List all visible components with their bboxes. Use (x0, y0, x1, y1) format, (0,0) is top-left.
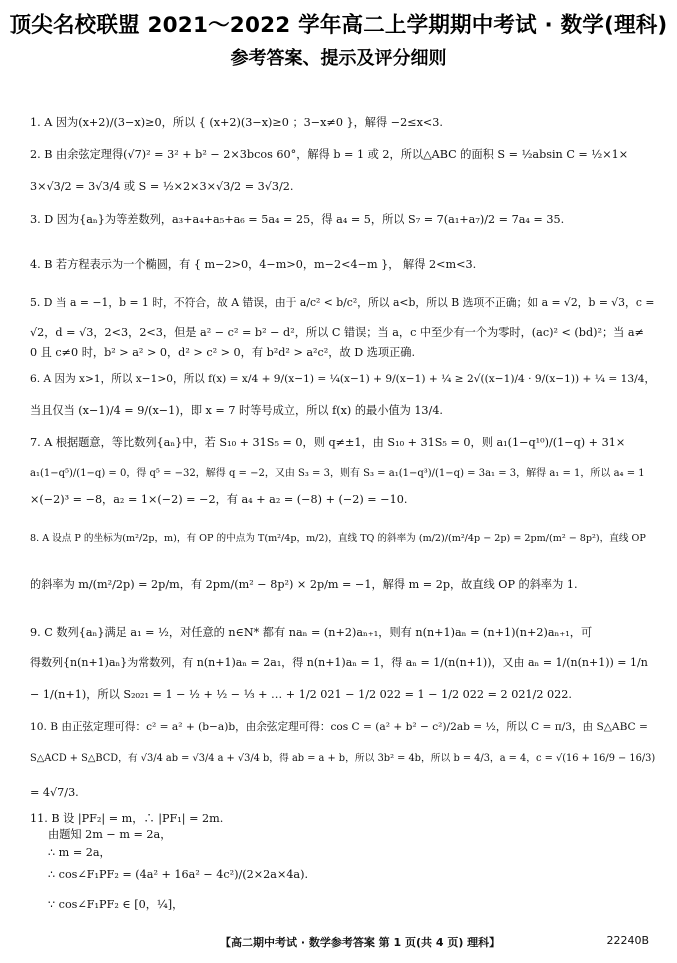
footer-code: 22240B (606, 934, 649, 947)
answer-line: ∴ m = 2a， (48, 846, 111, 859)
answer-line: ×(−2)³ = −8，a₂ = 1×(−2) = −2，有 a₄ + a₂ = (−8) + (−2) = −10. (30, 493, 408, 506)
document-subtitle: 参考答案、提示及评分细则 (230, 48, 447, 69)
answer-line: 6. A 因为 x>1，所以 x−1>0，所以 f(x) = x/4 + 9/(x−1) = ¼(x−1) + 9/(x−1) + ¼ ≥ 2√((x−1)/4 · 9/(x−1)) + ¼ = 13/4， (30, 373, 656, 385)
answer-line: 3. D 因为{aₙ}为等差数列，a₃+a₄+a₅+a₆ = 5a₄ = 25，得 a₄ = 5，所以 S₇ = 7(a₁+a₇)/2 = 7a₄ = 35. (30, 213, 565, 226)
answer-line: ∴ cos∠F₁PF₂ = (4a² + 16a² − 4c²)/(2×2a×4a). (48, 868, 309, 881)
answer-line: 0 且 c≠0 时，b² > a² > 0，d² > c² > 0，有 b²d² > a²c²，故 D 选项正确. (30, 346, 416, 359)
answer-line: − 1/(n+1)，所以 S₂₀₂₁ = 1 − ½ + ½ − ⅓ + … + 1/2 021 − 1/2 022 = 1 − 1/2 022 = 2 021/2 022. (30, 688, 572, 701)
answer-line: 当且仅当 (x−1)/4 = 9/(x−1)，即 x = 7 时等号成立，所以 f(x) 的最小值为 13/4. (30, 404, 443, 417)
answer-line: 由题知 2m − m = 2a， (48, 828, 172, 841)
document-title: 顶尖名校联盟 2021～2022 学年高二上学期期中考试 · 数学(理科) (9, 13, 668, 38)
answer-line: 1. A 因为(x+2)/(3−x)≥0，所以 { (x+2)(3−x)≥0 ；3−x≠0 }，解得 −2≤x<3. (30, 116, 443, 129)
footer-page-info: 【高二期中考试 · 数学参考答案 第 1 页(共 4 页) 理科】 (220, 936, 501, 949)
answer-line: 4. B 若方程表示为一个椭圆，有 { m−2>0，4−m>0，m−2<4−m }， 解得 2<m<3. (30, 258, 477, 271)
answer-line: 2. B 由余弦定理得(√7)² = 3² + b² − 2×3bcos 60°，解得 b = 1 或 2，所以△ABC 的面积 S = ½absin C = ½×1× (30, 148, 629, 161)
answer-line: 3×√3/2 = 3√3/4 或 S = ½×2×3×√3/2 = 3√3/2. (30, 180, 294, 193)
answer-line: 5. D 当 a = −1，b = 1 时，不符合，故 A 错误，由于 a/c² < b/c²，所以 a<b，所以 B 选项不正确；如 a = √2，b = √3，c = (30, 296, 655, 309)
answer-line: 得数列{n(n+1)aₙ}为常数列，有 n(n+1)aₙ = 2a₁，得 n(n+1)aₙ = 1，得 aₙ = 1/(n(n+1))，又由 aₙ = 1/(n(n+1)) = 1/n (30, 656, 648, 669)
answer-line: = 4√7/3. (30, 786, 79, 799)
answer-line: 的斜率为 m/(m²/2p) = 2p/m，有 2pm/(m² − 8p²) × 2p/m = −1，解得 m = 2p，故直线 OP 的斜率为 1. (30, 578, 578, 591)
answer-line: 10. B 由正弦定理可得：c² = a² + (b−a)b，由余弦定理可得：cos C = (a² + b² − c²)/2ab = ½，所以 C = π/3，由 S△ABC = (30, 721, 648, 733)
answer-line: 11. B 设 |PF₂| = m，∴ |PF₁| = 2m. (30, 812, 224, 825)
answer-line: 9. C 数列{aₙ}满足 a₁ = ½，对任意的 n∈N* 都有 naₙ = (n+2)aₙ₊₁，则有 n(n+1)aₙ = (n+1)(n+2)aₙ₊₁，可 (30, 626, 593, 639)
answer-line: √2，d = √3，2<3，2<3，但是 a² − c² = b² − d²，所以 C 错误；当 a，c 中至少有一个为零时，(ac)² < (bd)²；当 a≠ (30, 326, 644, 339)
answer-line: ∵ cos∠F₁PF₂ ∈ [0，¼]， (48, 898, 184, 911)
answer-line: 7. A 根据题意，等比数列{aₙ}中，若 S₁₀ + 31S₅ = 0，则 q≠±1，由 S₁₀ + 31S₅ = 0，则 a₁(1−q¹⁰)/(1−q) + 31× (30, 436, 626, 449)
answer-line: S△ACD + S△BCD，有 √3/4 ab = √3/4 a + √3/4 b，得 ab = a + b，所以 3b² = 4b，所以 b = 4/3，a = 4，c = √(16 + 16/9 − 16/3) (30, 753, 656, 764)
answer-line: 8. A 设点 P 的坐标为(m²/2p，m)，有 OP 的中点为 T(m²/4p，m/2)，直线 TQ 的斜率为 (m/2)/(m²/4p − 2p) = 2pm/(m² − 8p²)，直线 OP (30, 533, 646, 544)
answer-line: a₁(1−q⁵)/(1−q) = 0，得 q⁵ = −32，解得 q = −2，又由 S₃ = 3，则有 S₃ = a₁(1−q³)/(1−q) = 3a₁ = 3，解得 a₁ = 1，所以 a₄ = 1 (30, 468, 645, 479)
